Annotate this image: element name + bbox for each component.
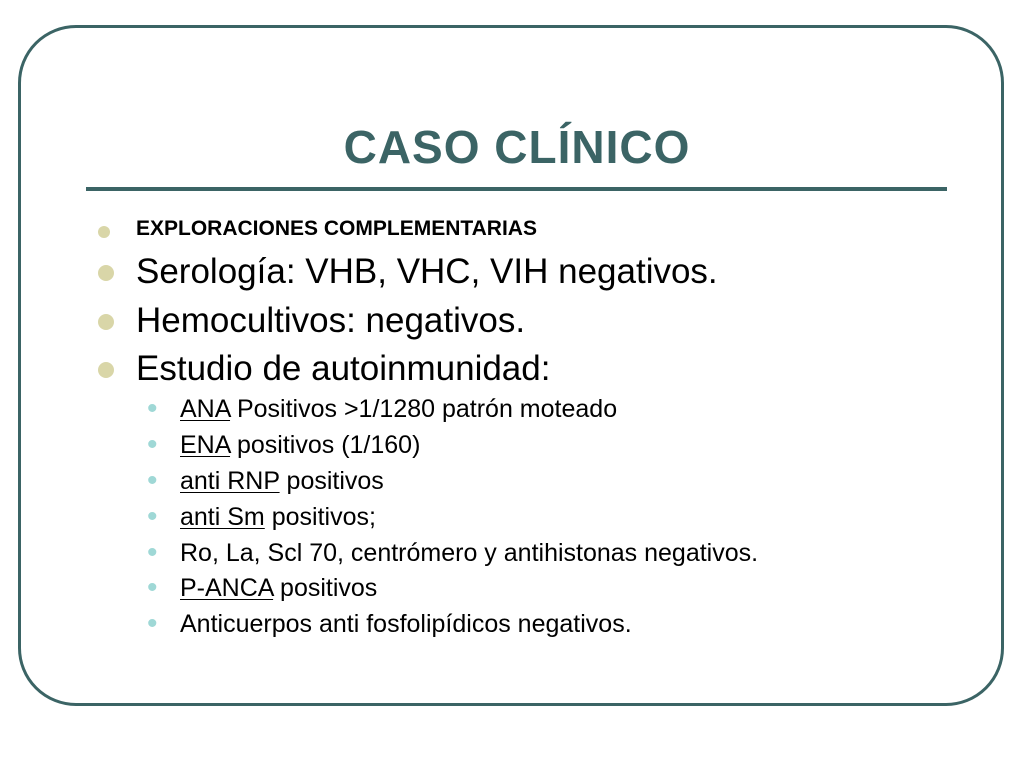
bullet-dot-icon: •	[147, 428, 158, 461]
link-text[interactable]: P-ANCA	[180, 574, 274, 602]
bullet-dot-icon: •	[147, 536, 158, 569]
sub-list-item-text: positivos (1/160)	[230, 431, 421, 459]
list-item-text: Hemocultivos: negativos.	[136, 301, 526, 340]
sub-list-item-text: Anticuerpos anti fosfolipídicos negativos.	[180, 610, 632, 638]
slide-title: CASO CLÍNICO	[343, 121, 691, 173]
bullet-dot-icon	[98, 226, 110, 238]
sub-list-item-text: positivos;	[264, 503, 376, 531]
title-divider	[86, 187, 947, 191]
bullet-dot-icon	[98, 362, 114, 378]
bullet-dot-icon	[98, 265, 114, 281]
bullet-dot-icon: •	[147, 464, 158, 497]
bullet-dot-icon: •	[147, 607, 158, 640]
sub-list-item-text: Ro, La, Scl 70, centrómero y antihistonas negativos.	[180, 539, 759, 567]
sub-list-item-text: positivos	[273, 574, 378, 602]
link-text[interactable]: ENA	[180, 431, 231, 459]
section-header: EXPLORACIONES COMPLEMENTARIAS	[136, 217, 537, 240]
link-text[interactable]: ANA	[180, 395, 231, 423]
bullet-dot-icon: •	[147, 392, 158, 425]
link-text[interactable]: anti RNP	[180, 467, 280, 495]
link-text[interactable]: anti Sm	[180, 503, 265, 531]
sub-list-item-text: positivos	[279, 467, 384, 495]
list-item-text: Serología: VHB, VHC, VIH negativos.	[136, 252, 718, 291]
list-item-text: Estudio de autoinmunidad:	[136, 349, 551, 388]
bullet-dot-icon	[98, 314, 114, 330]
bullet-dot-icon: •	[147, 500, 158, 533]
bullet-dot-icon: •	[147, 571, 158, 604]
sub-list-item-text: Positivos >1/1280 patrón moteado	[230, 395, 618, 423]
